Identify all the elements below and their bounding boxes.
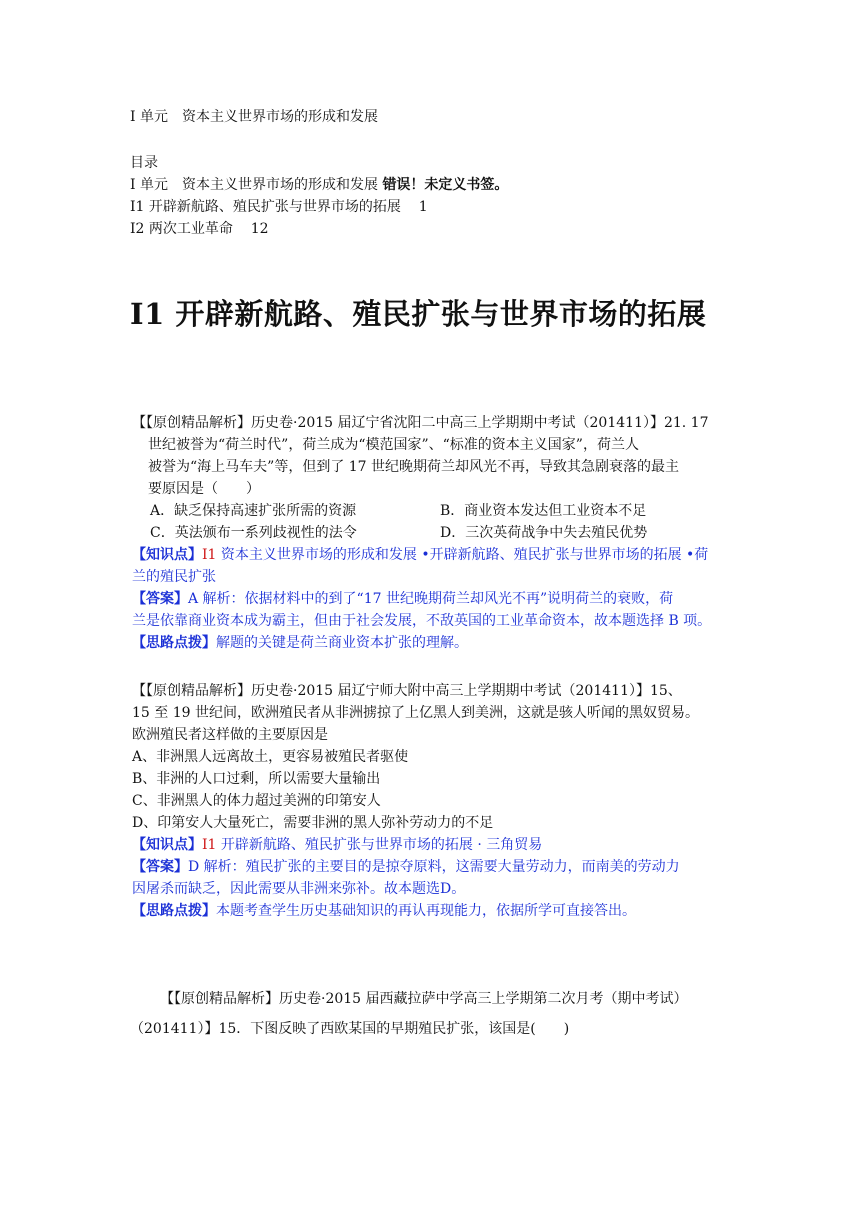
solution-tip: 【思路点拨】解题的关键是荷兰商业资本扩张的理解。 <box>132 635 468 651</box>
question-1-options-row <box>132 500 732 522</box>
toc-page-number: 1 <box>418 199 428 215</box>
knowledge-point-tag: 【知识点】 <box>132 837 202 853</box>
section-title: I1 开辟新航路、殖民扩张与世界市场的拓展 <box>130 297 707 331</box>
document-heading: I 单元 资本主义世界市场的形成和发展 <box>130 109 378 125</box>
option-b: B、非洲的人口过剩，所以需要大量输出 <box>132 771 381 787</box>
answer-cont: 因屠杀而缺乏，因此需要从非洲来弥补。故本题选D。 <box>132 881 466 897</box>
question-1-line: 被誉为“海上马车夫”等，但到了 17 世纪晚期荷兰却风光不再，导致其急剧衰落的最主 <box>148 459 680 475</box>
question-2-line: 欧洲殖民者这样做的主要原因是 <box>132 727 328 743</box>
question-3-line: 【【原创精品解析】历史卷·2015 届西藏拉萨中学高三上学期第二次月考（期中考试） <box>160 991 688 1007</box>
option-a: A．缺乏保持高速扩张所需的资源 <box>150 503 357 519</box>
knowledge-point-code: I1 <box>202 837 217 853</box>
answer: 【答案】D 解析：殖民扩张的主要目的是掠夺原料，这需要大量劳动力，而南美的劳动力 <box>132 859 680 875</box>
answer-cont: 兰是依靠商业资本成为霸主，但由于社会发展，不敌英国的工业革命资本，故本题选择 B 项。 <box>132 613 712 629</box>
option-c: C、非洲黑人的体力超过美洲的印第安人 <box>132 793 381 809</box>
answer-tag: 【答案】 <box>132 859 188 875</box>
toc-page-number: 12 <box>250 221 269 237</box>
option-d: D、印第安人大量死亡，需要非洲的黑人弥补劳动力的不足 <box>132 815 494 831</box>
option-d: D．三次英荷战争中失去殖民优势 <box>440 525 648 541</box>
question-1 <box>132 412 732 654</box>
question-2-line: 【【原创精品解析】历史卷·2015 届辽宁师大附中高三上学期期中考试（201411）】15、 <box>132 683 682 699</box>
option-b: B．商业资本发达但工业资本不足 <box>440 503 647 519</box>
toc-title: 目录 <box>130 155 158 171</box>
question-2-line: 15 至 19 世纪间，欧洲殖民者从非洲掳掠了上亿黑人到美洲，这就是骇人听闻的黑奴贸易。 <box>132 705 699 721</box>
question-1-options-row <box>132 522 732 544</box>
knowledge-point-tag: 【知识点】 <box>132 547 202 563</box>
question-1-line: 【【原创精品解析】历史卷·2015 届辽宁省沈阳二中高三上学期期中考试（201411）】21. 17 <box>132 415 709 431</box>
option-c: C．英法颁布一系列歧视性的法令 <box>150 525 357 541</box>
solution-tip-tag: 【思路点拨】 <box>132 903 216 919</box>
knowledge-point-code: I1 <box>202 547 217 563</box>
toc-item[interactable]: I2 两次工业革命 12 <box>130 221 269 237</box>
answer: 【答案】A 解析：依据材料中的到了“17 世纪晚期荷兰却风光不再”说明荷兰的衰败，荷 <box>132 591 674 607</box>
toc-item[interactable]: I 单元 资本主义世界市场的形成和发展 错误！未定义书签。 <box>130 177 509 193</box>
question-3-line: （201411）】15．下图反映了西欧某国的早期殖民扩张，该国是( ) <box>130 1021 570 1037</box>
table-of-contents <box>130 152 730 240</box>
option-a: A、非洲黑人远离故土，更容易被殖民者驱使 <box>132 749 409 765</box>
question-3 <box>130 988 730 1040</box>
question-1-line: 要原因是（ ） <box>148 481 260 497</box>
knowledge-point: 【知识点】I1 资本主义世界市场的形成和发展 •开辟新航路、殖民扩张与世界市场的拓展 •荷 <box>132 547 709 563</box>
toc-item[interactable]: I1 开辟新航路、殖民扩张与世界市场的拓展 1 <box>130 199 428 215</box>
knowledge-point-cont: 兰的殖民扩张 <box>132 569 216 585</box>
toc-error-note: 错误！未定义书签。 <box>382 177 509 193</box>
question-1-line: 世纪被誉为“荷兰时代”，荷兰成为“模范国家”、“标准的资本主义国家”，荷兰人 <box>148 437 639 453</box>
answer-tag: 【答案】 <box>132 591 188 607</box>
question-2 <box>132 680 732 922</box>
knowledge-point: 【知识点】I1 开辟新航路、殖民扩张与世界市场的拓展 · 三角贸易 <box>132 837 543 853</box>
solution-tip-tag: 【思路点拨】 <box>132 635 216 651</box>
solution-tip: 【思路点拨】本题考查学生历史基础知识的再认再现能力，依据所学可直接答出。 <box>132 903 636 919</box>
